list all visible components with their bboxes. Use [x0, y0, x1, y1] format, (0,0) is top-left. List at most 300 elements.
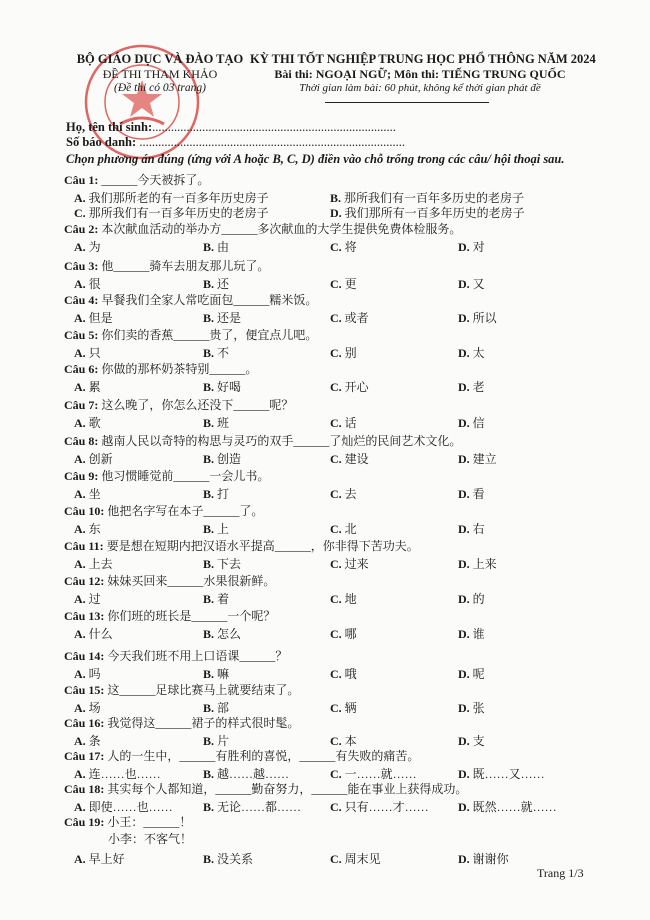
option-letter: B. — [203, 800, 215, 814]
option-letter: A. — [74, 452, 86, 466]
question-5 — [64, 327, 604, 360]
option-a[interactable] — [74, 555, 113, 572]
question-stem — [64, 292, 604, 309]
option-text: 越……越…… — [217, 767, 290, 781]
option-letter: D. — [458, 311, 470, 325]
option-text: 还 — [217, 277, 230, 291]
option-text: 好喝 — [217, 380, 242, 394]
option-letter: D. — [458, 416, 470, 430]
option-text: 东 — [88, 522, 101, 536]
question-stem — [64, 397, 604, 414]
option-text: 我们那所有一百多年历史的老房子 — [344, 206, 525, 220]
option-letter: B. — [203, 557, 215, 571]
option-letter: A. — [74, 416, 86, 430]
option-letter: C. — [330, 627, 342, 641]
option-letter: C. — [330, 734, 342, 748]
option-c[interactable] — [330, 378, 369, 395]
option-c[interactable] — [330, 485, 357, 502]
option-b[interactable] — [203, 850, 253, 867]
question-10 — [64, 503, 604, 536]
option-text: 建立 — [472, 452, 497, 466]
option-letter: D. — [458, 522, 470, 536]
question-3 — [64, 258, 604, 291]
option-text: 上去 — [88, 557, 113, 571]
option-text: 上 — [217, 522, 230, 536]
option-text: 没关系 — [217, 852, 254, 866]
question-19 — [64, 814, 604, 866]
option-letter: B. — [203, 522, 215, 536]
option-a[interactable] — [74, 732, 101, 749]
option-text: 又 — [472, 277, 485, 291]
option-a[interactable] — [74, 378, 101, 395]
option-text: 去 — [344, 487, 357, 501]
option-letter: D. — [458, 380, 470, 394]
option-letter: A. — [74, 277, 86, 291]
question-text: 本次献血活动的举办方______多次献血的大学生提供免费体检服务。 — [101, 222, 462, 236]
question-label: Câu 18: — [64, 782, 105, 796]
candidate-id-field — [66, 135, 405, 150]
question-stem — [64, 433, 604, 450]
option-a[interactable] — [74, 765, 161, 782]
option-text: 辆 — [344, 701, 357, 715]
option-c[interactable] — [330, 238, 357, 255]
question-12 — [64, 573, 604, 606]
option-letter: D. — [458, 487, 470, 501]
exam-type: ĐỀ THI THAM KHẢO — [102, 67, 218, 81]
option-text: 很 — [88, 277, 101, 291]
option-d[interactable] — [458, 344, 485, 361]
option-text: 地 — [344, 592, 357, 606]
question-stem — [64, 648, 604, 665]
option-text: 谢谢你 — [472, 852, 509, 866]
option-letter: D. — [458, 277, 470, 291]
option-text: 既……又…… — [472, 767, 545, 781]
question-label: Câu 7: — [64, 398, 99, 412]
option-b[interactable] — [203, 625, 241, 642]
option-d[interactable] — [458, 485, 485, 502]
option-b[interactable] — [203, 378, 241, 395]
option-letter: A. — [74, 557, 86, 571]
question-8 — [64, 433, 604, 466]
option-text: 建设 — [344, 452, 369, 466]
option-text: 吗 — [88, 667, 101, 681]
option-a[interactable] — [74, 309, 113, 326]
question-text: 这______足球比赛马上就要结束了。 — [107, 683, 300, 697]
option-a[interactable] — [74, 275, 101, 292]
question-14 — [64, 648, 604, 681]
option-b[interactable] — [203, 590, 229, 607]
option-text: 即使……也…… — [88, 800, 173, 814]
option-b[interactable] — [203, 414, 229, 431]
option-text: 片 — [217, 734, 230, 748]
option-a[interactable] — [74, 238, 101, 255]
option-text: 只 — [88, 346, 101, 360]
option-text: 太 — [472, 346, 485, 360]
question-text: 他把名字写在本子______了。 — [107, 504, 264, 518]
option-text: 老 — [472, 380, 485, 394]
option-letter: A. — [74, 767, 86, 781]
option-letter: B. — [203, 346, 215, 360]
candidate-name-field — [66, 120, 396, 135]
option-letter: B. — [203, 667, 215, 681]
option-text: 怎么 — [217, 627, 242, 641]
question-text: 你们卖的香蕉______贵了，便宜点儿吧。 — [101, 328, 318, 342]
option-letter: C. — [330, 240, 342, 254]
option-c[interactable] — [330, 309, 369, 326]
option-letter: A. — [74, 627, 86, 641]
option-letter: A. — [74, 346, 86, 360]
candidate-name-label: Họ, tên thí sinh: — [66, 120, 153, 134]
option-text: 但是 — [88, 311, 113, 325]
question-label: Câu 1: — [64, 173, 99, 187]
option-text: 哪 — [344, 627, 357, 641]
option-b[interactable] — [203, 665, 229, 682]
question-11 — [64, 538, 604, 571]
option-text: 本 — [344, 734, 357, 748]
option-d[interactable] — [458, 625, 485, 642]
question-stem — [64, 814, 604, 831]
option-letter: C. — [330, 767, 342, 781]
question-label: Câu 15: — [64, 683, 105, 697]
time-note: Thời gian làm bài: 60 phút, không kể thời gian phát đề — [299, 82, 541, 94]
question-stem — [64, 327, 604, 344]
option-d[interactable] — [458, 732, 485, 749]
question-text: 人的一生中，______有胜利的喜悦，______有失败的痛苦。 — [107, 749, 420, 763]
option-d[interactable] — [458, 238, 485, 255]
option-c[interactable] — [330, 590, 357, 607]
option-letter: C. — [330, 522, 342, 536]
option-text: 打 — [217, 487, 230, 501]
question-label: Câu 14: — [64, 649, 105, 663]
option-b[interactable] — [203, 555, 241, 572]
option-text: 什么 — [88, 627, 113, 641]
option-letter: D. — [458, 734, 470, 748]
option-letter: D. — [458, 852, 470, 866]
question-stem — [64, 172, 604, 189]
option-text: 看 — [472, 487, 485, 501]
option-a[interactable] — [74, 344, 101, 361]
option-text: 创造 — [217, 452, 242, 466]
option-letter: C. — [330, 701, 342, 715]
option-d[interactable] — [458, 414, 485, 431]
option-letter: C. — [74, 206, 86, 220]
option-text: 过 — [88, 592, 101, 606]
option-text: 过来 — [344, 557, 369, 571]
question-dialogue-line: 小李：不客气！ — [108, 832, 193, 846]
option-b[interactable] — [203, 732, 229, 749]
option-a[interactable] — [74, 699, 101, 716]
option-text: 那所我们有一百多年历史的老房子 — [88, 206, 269, 220]
option-a[interactable] — [74, 485, 101, 502]
option-text: 下去 — [217, 557, 242, 571]
option-d[interactable] — [458, 850, 509, 867]
option-d[interactable] — [458, 378, 485, 395]
question-text: 你们班的班长是______一个呢？ — [107, 609, 276, 623]
option-letter: D. — [458, 800, 470, 814]
option-d[interactable] — [458, 555, 497, 572]
option-text: 周末见 — [344, 852, 381, 866]
option-text: 谁 — [472, 627, 485, 641]
question-text: 我觉得这______裙子的样式很时髦。 — [107, 716, 300, 730]
option-text: 连……也…… — [88, 767, 161, 781]
option-d[interactable] — [458, 590, 485, 607]
option-letter: A. — [74, 240, 86, 254]
option-text: 信 — [472, 416, 485, 430]
option-letter: D. — [458, 701, 470, 715]
option-b[interactable] — [203, 309, 241, 326]
option-d[interactable] — [458, 309, 497, 326]
question-stem — [64, 221, 604, 238]
option-letter: B. — [203, 240, 215, 254]
question-label: Câu 16: — [64, 716, 105, 730]
option-a[interactable] — [74, 665, 101, 682]
candidate-id-dots: ..................................................................................... — [139, 135, 405, 149]
option-letter: C. — [330, 800, 342, 814]
option-letter: C. — [330, 487, 342, 501]
question-2 — [64, 221, 604, 254]
question-16 — [64, 715, 604, 748]
question-6 — [64, 361, 604, 394]
question-text: 这么晚了，你怎么还没下______呢？ — [101, 398, 294, 412]
option-letter: C. — [330, 592, 342, 606]
option-c[interactable] — [330, 555, 369, 572]
option-letter: C. — [330, 667, 342, 681]
option-text: 既然……就…… — [472, 800, 557, 814]
option-a[interactable] — [74, 850, 125, 867]
option-c[interactable] — [330, 765, 417, 782]
option-c[interactable] — [330, 344, 357, 361]
option-text: 累 — [88, 380, 101, 394]
option-letter: A. — [74, 522, 86, 536]
question-label: Câu 5: — [64, 328, 99, 342]
question-label: Câu 2: — [64, 222, 99, 236]
option-letter: B. — [203, 380, 215, 394]
option-letter: A. — [74, 380, 86, 394]
option-c[interactable] — [330, 798, 429, 815]
option-letter: B. — [203, 852, 215, 866]
question-13 — [64, 608, 604, 641]
option-letter: A. — [74, 800, 86, 814]
question-stem — [64, 538, 604, 555]
question-1 — [64, 172, 604, 220]
option-b[interactable] — [203, 275, 229, 292]
option-letter: D. — [458, 452, 470, 466]
option-text: 我们那所老的有一百多年历史房子 — [88, 191, 269, 205]
question-text: 越南人民以奇特的构思与灵巧的双手______了灿烂的民间艺术文化。 — [101, 434, 462, 448]
option-c[interactable] — [330, 414, 357, 431]
option-letter: D. — [458, 346, 470, 360]
option-letter: D. — [458, 557, 470, 571]
option-text: 别 — [344, 346, 357, 360]
option-b[interactable] — [203, 485, 229, 502]
option-d[interactable] — [458, 450, 497, 467]
option-text: 北 — [344, 522, 357, 536]
option-letter: C. — [330, 311, 342, 325]
question-text: 今天我们班不用上口语课______？ — [107, 649, 288, 663]
question-text: 早餐我们全家人常吃面包______糯米饭。 — [101, 293, 318, 307]
question-stem — [64, 573, 604, 590]
option-text: 不 — [217, 346, 230, 360]
option-text: 歌 — [88, 416, 101, 430]
option-d[interactable] — [458, 699, 485, 716]
option-c[interactable] — [330, 520, 357, 537]
option-d[interactable] — [458, 798, 557, 815]
question-label: Câu 12: — [64, 574, 105, 588]
header-divider — [325, 102, 489, 103]
question-label: Câu 3: — [64, 259, 99, 273]
option-text: 无论……都…… — [217, 800, 302, 814]
option-b[interactable] — [203, 699, 229, 716]
question-9 — [64, 468, 604, 501]
option-letter: B. — [203, 277, 215, 291]
option-text: 着 — [217, 592, 230, 606]
option-letter: C. — [330, 416, 342, 430]
option-text: 开心 — [344, 380, 369, 394]
option-c[interactable] — [330, 732, 357, 749]
option-text: 张 — [472, 701, 485, 715]
question-stem — [64, 258, 604, 275]
option-text: 右 — [472, 522, 485, 536]
option-letter: B. — [203, 592, 215, 606]
option-letter: A. — [74, 191, 86, 205]
option-text: 话 — [344, 416, 357, 430]
option-c[interactable] — [330, 450, 369, 467]
option-a[interactable] — [74, 450, 113, 467]
exam-title: KỲ THI TỐT NGHIỆP TRUNG HỌC PHỔ THÔNG NĂM 2024 — [250, 52, 596, 66]
option-text: 场 — [88, 701, 101, 715]
option-b[interactable] — [203, 238, 229, 255]
option-letter: A. — [74, 311, 86, 325]
option-letter: A. — [74, 852, 86, 866]
option-text: 创新 — [88, 452, 113, 466]
option-b[interactable] — [203, 765, 289, 782]
option-c[interactable] — [74, 204, 269, 221]
option-text: 部 — [217, 701, 230, 715]
option-text: 班 — [217, 416, 230, 430]
option-a[interactable] — [74, 590, 101, 607]
question-text: 他习惯睡觉前______一会儿书。 — [101, 469, 270, 483]
question-stem — [64, 503, 604, 520]
option-text: 支 — [472, 734, 485, 748]
question-stem — [64, 748, 604, 765]
option-text: 只有……才…… — [344, 800, 429, 814]
question-text: 他______骑车去朋友那儿玩了。 — [101, 259, 270, 273]
option-letter: B. — [203, 452, 215, 466]
option-text: 早上好 — [88, 852, 125, 866]
question-text: 妹妹买回来______水果很新鲜。 — [107, 574, 276, 588]
option-text: 所以 — [472, 311, 497, 325]
option-letter: C. — [330, 380, 342, 394]
option-text: 将 — [344, 240, 357, 254]
option-letter: C. — [330, 277, 342, 291]
option-letter: D. — [458, 667, 470, 681]
instruction: Chọn phương án đúng (ứng với A hoặc B, C, D) điền vào chỗ trống trong các câu/ hội thoại sau. — [66, 152, 565, 166]
question-label: Câu 6: — [64, 362, 99, 376]
question-label: Câu 4: — [64, 293, 99, 307]
candidate-name-dots: .............................................................................. — [152, 120, 396, 134]
option-text: 上来 — [472, 557, 497, 571]
option-text: 对 — [472, 240, 485, 254]
option-letter: C. — [330, 852, 342, 866]
option-text: 条 — [88, 734, 101, 748]
question-label: Câu 17: — [64, 749, 105, 763]
option-text: 坐 — [88, 487, 101, 501]
option-letter: D. — [458, 592, 470, 606]
option-d[interactable] — [458, 275, 485, 292]
page-count-note: (Đề thi có 03 trang) — [114, 82, 206, 94]
option-letter: D. — [458, 627, 470, 641]
option-c[interactable] — [330, 699, 357, 716]
option-letter: B. — [203, 767, 215, 781]
option-a[interactable] — [74, 414, 101, 431]
question-label: Câu 19: — [64, 815, 105, 829]
question-7 — [64, 397, 604, 430]
question-text: 你做的那杯奶茶特别______。 — [101, 362, 258, 376]
option-letter: B. — [203, 487, 215, 501]
question-stem — [64, 361, 604, 378]
question-label: Câu 8: — [64, 434, 99, 448]
question-stem — [64, 468, 604, 485]
option-text: 哦 — [344, 667, 357, 681]
ministry-name: BỘ GIÁO DỤC VÀ ĐÀO TẠO — [76, 52, 244, 66]
option-a[interactable] — [74, 798, 173, 815]
question-15 — [64, 682, 604, 715]
option-letter: D. — [458, 767, 470, 781]
option-text: 还是 — [217, 311, 242, 325]
option-text: 嘛 — [217, 667, 230, 681]
question-stem — [64, 715, 604, 732]
option-letter: A. — [74, 701, 86, 715]
option-letter: A. — [74, 487, 86, 501]
question-text: ______今天被拆了。 — [101, 173, 210, 187]
option-letter: D. — [458, 240, 470, 254]
option-text: 的 — [472, 592, 485, 606]
option-a[interactable] — [74, 625, 113, 642]
option-b[interactable] — [203, 798, 301, 815]
option-c[interactable] — [330, 850, 381, 867]
question-label: Câu 11: — [64, 539, 104, 553]
question-17 — [64, 748, 604, 781]
option-letter: B. — [330, 191, 342, 205]
option-b[interactable] — [203, 344, 229, 361]
option-c[interactable] — [330, 275, 357, 292]
page-number: Trang 1/3 — [537, 866, 584, 880]
option-c[interactable] — [330, 665, 357, 682]
option-b[interactable] — [203, 450, 241, 467]
option-d[interactable] — [458, 520, 485, 537]
option-letter: B. — [203, 627, 215, 641]
option-text: 更 — [344, 277, 357, 291]
option-d[interactable] — [458, 665, 485, 682]
question-label: Câu 10: — [64, 504, 105, 518]
option-text: 或者 — [344, 311, 369, 325]
question-stem — [64, 682, 604, 699]
question-18 — [64, 781, 604, 814]
option-letter: C. — [330, 346, 342, 360]
option-b[interactable] — [203, 520, 229, 537]
option-d[interactable] — [330, 204, 525, 221]
option-a[interactable] — [74, 520, 101, 537]
option-letter: B. — [203, 734, 215, 748]
option-text: 由 — [217, 240, 230, 254]
option-letter: D. — [330, 206, 342, 220]
question-label: Câu 13: — [64, 609, 105, 623]
option-letter: A. — [74, 592, 86, 606]
candidate-id-label: Số báo danh: — [66, 135, 137, 149]
option-c[interactable] — [330, 625, 357, 642]
option-d[interactable] — [458, 765, 545, 782]
option-letter: A. — [74, 734, 86, 748]
